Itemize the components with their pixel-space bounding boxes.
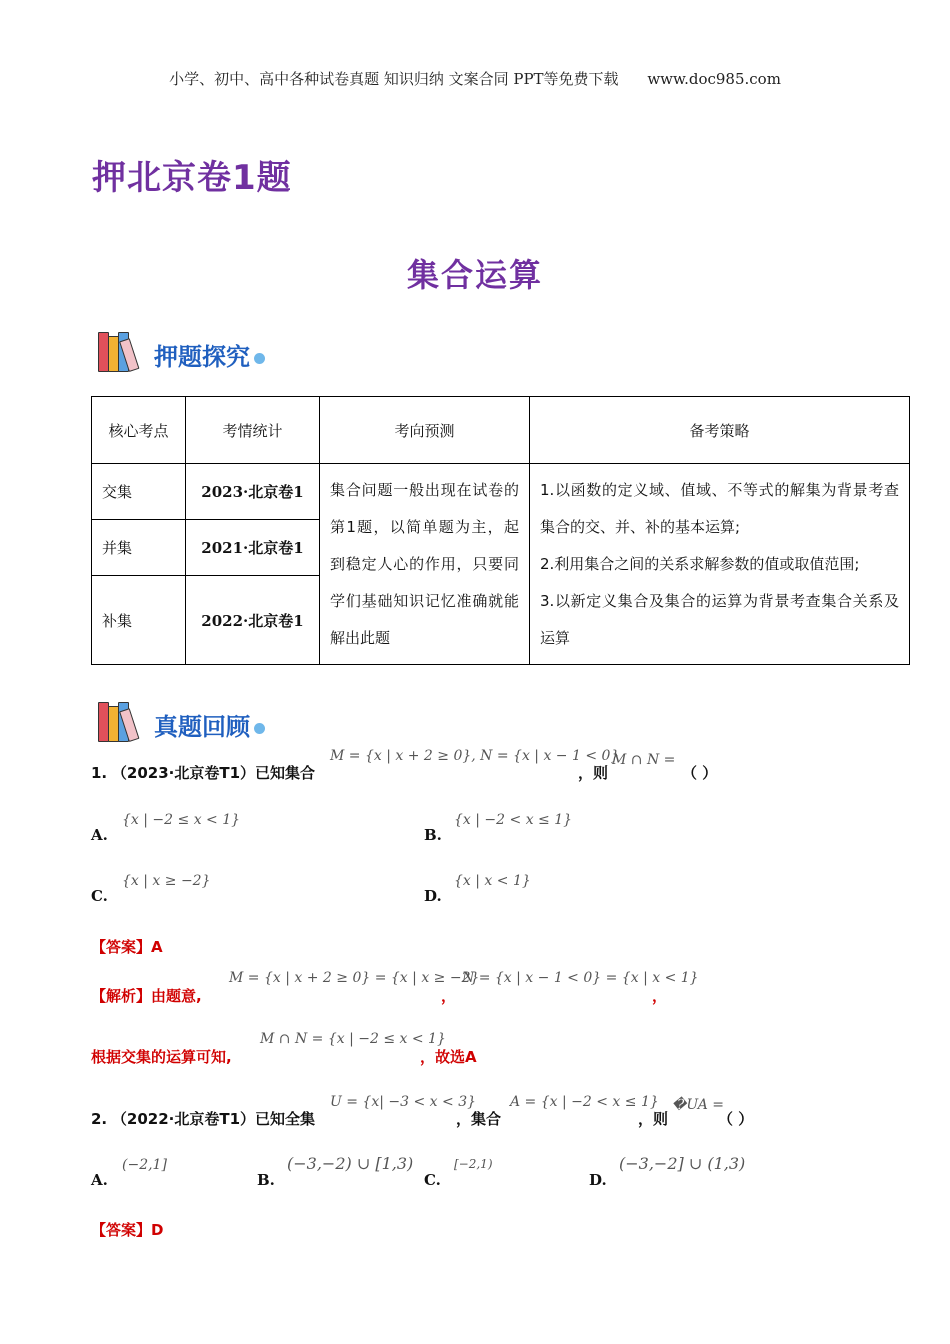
- q1-option-a-label[interactable]: A.: [91, 826, 108, 844]
- books-icon: [98, 702, 150, 742]
- q2-option-b-formula: (−3,−2) ∪ [1,3): [287, 1154, 414, 1173]
- stat-cell: 2022·北京卷1: [186, 576, 320, 665]
- table-header-row: [92, 397, 910, 464]
- prediction-cell: 集合问题一般出现在试卷的第1题，以简单题为主，起到稳定人心的作用，只要同学们基础知识记忆准确就能解出此题: [320, 464, 530, 665]
- q2-expr-formula: �UA =: [672, 1097, 725, 1113]
- q1-option-c-label[interactable]: C.: [91, 887, 108, 905]
- document-title: 押北京卷1题: [92, 158, 292, 198]
- q2-option-d-label[interactable]: D.: [589, 1171, 607, 1189]
- stat-cell: 2023·北京卷1: [186, 464, 320, 520]
- q1-answer: [91, 936, 163, 957]
- q1-paren: （ ）: [682, 764, 718, 782]
- header-site-link[interactable]: www.doc985.com: [647, 70, 781, 88]
- q2-set-a-formula: A = {x | −2 < x ≤ 1}: [510, 1094, 659, 1110]
- q1-option-a-formula: {x | −2 ≤ x < 1}: [122, 812, 241, 828]
- q1-analysis-comma2: ，: [652, 987, 668, 1005]
- answer-label: 【答案】: [91, 938, 152, 956]
- topic-title: 集合运算: [406, 256, 543, 294]
- section-heading-review: [98, 696, 265, 742]
- q2-option-a-formula: (−2,1]: [122, 1157, 167, 1173]
- header-cell: 备考策略: [530, 397, 910, 464]
- q1-analysis-m-formula: M = {x | x + 2 ≥ 0} = {x | x ≥ −2}: [229, 970, 480, 986]
- strategy-item: 1.以函数的定义域、值域、不等式的解集为背景考查集合的交、并、补的基本运算;: [540, 480, 899, 536]
- dot-icon: [254, 723, 265, 734]
- q1-then: ，则: [578, 764, 609, 782]
- exam-analysis-table: [91, 396, 910, 665]
- q1-stem: [91, 762, 315, 783]
- header-text: 小学、初中、高中各种试卷真题 知识归纳 文案合同 PPT等免费下载: [169, 70, 619, 88]
- header-cell: 核心考点: [92, 397, 186, 464]
- q1-option-b-label[interactable]: B.: [424, 826, 442, 844]
- q2-number: 2.: [91, 1110, 108, 1128]
- q2-option-c-label[interactable]: C.: [424, 1171, 441, 1189]
- q2-answer: [91, 1219, 163, 1240]
- q1-analysis-n-formula: N = {x | x − 1 < 0} = {x | x < 1}: [462, 970, 699, 986]
- strategy-item: 3.以新定义集合及集合的运算为背景考查集合关系及运算: [540, 591, 899, 647]
- q1-conclusion-text: 根据交集的运算可知,: [91, 1048, 232, 1066]
- header-cell: 考情统计: [186, 397, 320, 464]
- q2-option-c-formula: [−2,1): [454, 1157, 493, 1171]
- q1-option-c-formula: {x | x ≥ −2}: [122, 873, 211, 889]
- strategy-cell: [530, 464, 910, 665]
- q2-option-d-formula: (−3,−2] ∪ (1,3): [619, 1154, 746, 1173]
- q1-number: 1.: [91, 764, 108, 782]
- q1-conclusion-choice: ，故选A: [420, 1048, 477, 1066]
- q2-set-u-formula: U = {x| −3 < x < 3}: [330, 1094, 477, 1110]
- strategy-item: 2.利用集合之间的关系求解参数的值或取值范围;: [540, 554, 860, 573]
- point-cell: 并集: [92, 520, 186, 576]
- q1-source: （2023·北京卷T1）已知集合: [111, 764, 316, 782]
- answer-label: 【答案】: [91, 1221, 152, 1239]
- q1-option-b-formula: {x | −2 < x ≤ 1}: [454, 812, 573, 828]
- answer-value: D: [151, 1221, 164, 1239]
- books-icon: [98, 332, 150, 372]
- section-title: 真题回顾: [154, 713, 250, 741]
- analysis-label: 【解析】: [91, 987, 152, 1005]
- point-cell: 交集: [92, 464, 186, 520]
- q1-expr-formula: M ∩ N =: [612, 752, 676, 768]
- stat-cell: 2021·北京卷1: [186, 520, 320, 576]
- section-title: 押题探究: [154, 343, 250, 371]
- header-cell: 考向预测: [320, 397, 530, 464]
- q1-sets-formula: M = {x | x + 2 ≥ 0}, N = {x | x − 1 < 0}: [330, 748, 620, 764]
- q2-mid: ，集合: [456, 1110, 502, 1128]
- q1-conclusion-formula: M ∩ N = {x | −2 ≤ x < 1}: [260, 1031, 446, 1047]
- q2-stem: [91, 1108, 315, 1129]
- table-row: [92, 464, 910, 520]
- q2-paren: （ ）: [718, 1110, 754, 1128]
- q1-analysis-comma: ，: [441, 987, 457, 1005]
- point-cell: 补集: [92, 576, 186, 665]
- section-heading-explore: [98, 326, 265, 372]
- q1-option-d-label[interactable]: D.: [424, 887, 442, 905]
- q2-option-a-label[interactable]: A.: [91, 1171, 108, 1189]
- analysis-text: 由题意,: [151, 987, 202, 1005]
- answer-value: A: [151, 938, 163, 956]
- q2-source: （2022·北京卷T1）已知全集: [111, 1110, 316, 1128]
- q1-option-d-formula: {x | x < 1}: [454, 873, 531, 889]
- dot-icon: [254, 353, 265, 364]
- page-header: [0, 68, 950, 89]
- q1-analysis-line: [91, 985, 202, 1006]
- q2-then: ，则: [638, 1110, 669, 1128]
- q2-option-b-label[interactable]: B.: [257, 1171, 275, 1189]
